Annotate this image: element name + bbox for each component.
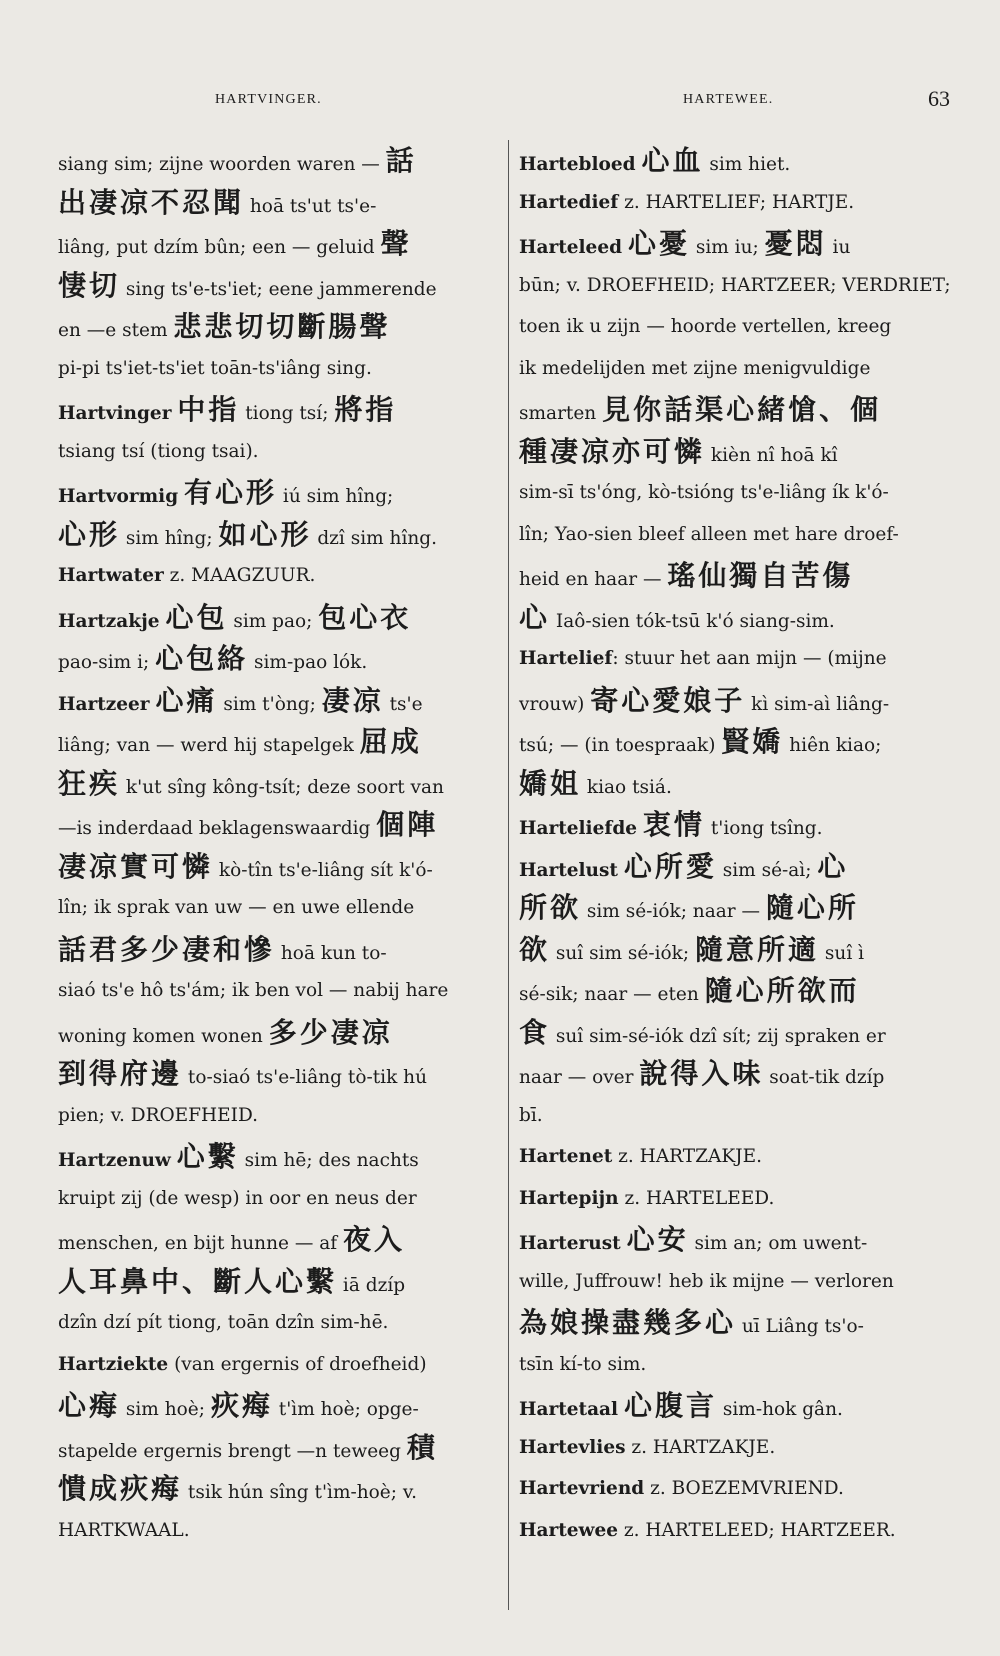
romanization-text: tsiang tsí (tiong tsai). xyxy=(58,440,259,462)
chinese-characters: 心安 xyxy=(626,1223,689,1256)
romanization-text: z. BOEZEMVRIEND. xyxy=(644,1478,844,1499)
chinese-characters: 憒成疢痗 xyxy=(58,1472,183,1505)
headword: Harteliefde xyxy=(519,818,638,839)
text-line xyxy=(58,970,504,1012)
text-line xyxy=(58,306,504,348)
romanization-text: iú sim hîng; xyxy=(277,486,394,507)
romanization-text: toen ik u zijn — hoorde vertellen, kreeg xyxy=(519,316,892,337)
text-line xyxy=(58,763,504,805)
chinese-characters: 嬌姐 xyxy=(519,766,582,800)
text-line xyxy=(58,1510,504,1552)
text-line xyxy=(519,431,955,473)
romanization-text: hiên kiao; xyxy=(783,735,882,756)
text-line xyxy=(58,887,504,929)
text-line xyxy=(519,182,955,224)
romanization-text: sim-hok gân. xyxy=(716,1399,843,1420)
romanization-text: tiong tsí; xyxy=(239,403,335,424)
chinese-characters: 心 xyxy=(519,600,551,634)
chinese-characters: 說得入味 xyxy=(639,1057,764,1090)
text-line xyxy=(58,1012,504,1054)
romanization-text: siaó ts'e hô ts'ám; ik ben vol — nabij hare xyxy=(58,980,449,1001)
text-line xyxy=(58,1468,504,1510)
romanization-text: sim-sī ts'óng, kò-tsióng ts'e-liâng ík k'ó- xyxy=(519,482,889,503)
chinese-characters: 所欲 xyxy=(519,891,582,924)
text-line xyxy=(519,1427,955,1469)
romanization-text: (van ergernis of droefheid) xyxy=(168,1353,427,1375)
headword: Hartenet xyxy=(519,1146,613,1167)
romanization-text: —is inderdaad beklagenswaardig xyxy=(58,818,377,839)
text-line xyxy=(519,1053,955,1095)
romanization-text: tsīn kí-to sim. xyxy=(519,1353,647,1375)
right-column xyxy=(519,140,955,1551)
chinese-characters: 心形 xyxy=(58,517,121,551)
running-head-left: HARTVINGER. xyxy=(215,92,322,107)
chinese-characters: 賢嬌 xyxy=(721,725,784,758)
chinese-characters: 屈成 xyxy=(359,725,422,758)
chinese-characters: 心所愛 xyxy=(623,849,717,883)
romanization-text: suî ì xyxy=(819,942,865,964)
romanization-text: menschen, en bijt hunne — af xyxy=(58,1233,343,1254)
text-line xyxy=(519,804,955,846)
romanization-text: suî sim-sé-iók dzî sít; zij spraken er xyxy=(550,1025,886,1047)
headword: Hartelust xyxy=(519,859,618,881)
headword: Hartziekte xyxy=(58,1353,169,1375)
romanization-text: Iaô-sien tók-tsū k'ó siang-sim. xyxy=(550,610,835,632)
romanization-text: en —e stem xyxy=(58,320,174,341)
chinese-characters: 隨心所 xyxy=(765,891,859,924)
romanization-text: pao-sim i; xyxy=(58,652,156,673)
romanization-text: vrouw) xyxy=(519,693,591,715)
chinese-characters: 心憂 xyxy=(627,227,690,260)
chinese-characters: 心痛 xyxy=(155,683,218,717)
text-line xyxy=(519,389,955,431)
text-line xyxy=(519,887,955,929)
romanization-text: hoā ts'ut ts'e- xyxy=(244,195,377,217)
chinese-characters: 聲 xyxy=(380,227,412,260)
chinese-characters: 凄凉實可憐 xyxy=(58,849,214,883)
romanization-text: : stuur het aan mijn — (mijne xyxy=(612,648,887,669)
text-line xyxy=(58,1095,504,1137)
romanization-text: iu xyxy=(826,237,851,258)
text-line xyxy=(58,680,504,722)
text-line xyxy=(519,265,955,307)
romanization-text: z. HARTELEED. xyxy=(618,1187,775,1209)
text-line xyxy=(58,804,504,846)
chinese-characters: 個陣 xyxy=(376,808,439,841)
text-line xyxy=(519,1385,955,1427)
text-line xyxy=(58,472,504,514)
romanization-text: pi-pi ts'iet-ts'iet toān-ts'iâng sing. xyxy=(58,357,372,379)
text-line xyxy=(519,680,955,722)
romanization-text: heid en haar — xyxy=(519,569,668,590)
romanization-text: dzî sim hîng. xyxy=(311,527,438,549)
text-line xyxy=(58,638,504,680)
chinese-characters: 心血 xyxy=(641,144,704,177)
romanization-text: t'iong tsîng. xyxy=(704,818,823,839)
text-line xyxy=(519,1219,955,1261)
romanization-text: t'ìm hoè; opge- xyxy=(272,1399,419,1420)
headword: Hartedief xyxy=(519,191,619,213)
romanization-text: sim iu; xyxy=(689,237,765,258)
romanization-text: iā dzíp xyxy=(337,1274,406,1296)
romanization-text: tsik hún sîng t'ìm-hoè; v. xyxy=(182,1482,417,1503)
text-line xyxy=(519,638,955,680)
chinese-characters: 話 xyxy=(385,144,417,177)
text-line xyxy=(519,1344,955,1386)
romanization-text: suî sim sé-iók; xyxy=(550,942,696,964)
chinese-characters: 為娘操盡幾多心 xyxy=(519,1306,737,1339)
text-line xyxy=(519,306,955,348)
romanization-text: z. HARTZAKJE. xyxy=(612,1146,762,1167)
romanization-text: wille, Juffrouw! heb ik mijne — verloren xyxy=(519,1270,894,1292)
text-line xyxy=(58,846,504,888)
chinese-characters: 隨意所適 xyxy=(695,932,820,966)
text-line xyxy=(519,1510,955,1552)
chinese-characters: 包心衣 xyxy=(318,600,412,634)
romanization-text: naar — over xyxy=(519,1067,640,1088)
headword: Hartzenuw xyxy=(58,1150,171,1171)
romanization-text: bī. xyxy=(519,1104,543,1126)
text-line xyxy=(519,1136,955,1178)
text-line xyxy=(519,348,955,390)
romanization-text: sing ts'e-ts'iet; eene jammerende xyxy=(120,278,437,300)
romanization-text: kiao tsiá. xyxy=(581,776,672,798)
romanization-text: soat-tik dzíp xyxy=(763,1067,885,1088)
text-line xyxy=(519,140,955,182)
romanization-text: smarten xyxy=(519,403,603,424)
text-line xyxy=(58,389,504,431)
romanization-text: sim hiet. xyxy=(703,154,791,175)
chinese-characters: 憂悶 xyxy=(764,227,827,260)
chinese-characters: 中指 xyxy=(177,393,240,426)
text-line xyxy=(58,1219,504,1261)
romanization-text: hoā kun to- xyxy=(275,942,387,964)
text-line xyxy=(58,1261,504,1303)
romanization-text: sim an; om uwent- xyxy=(688,1233,868,1254)
romanization-text: kruipt zij (de wesp) in oor en neus der xyxy=(58,1187,417,1209)
chinese-characters: 積 xyxy=(406,1430,438,1464)
headword: Hartzeer xyxy=(58,693,150,715)
headword: Harterust xyxy=(519,1233,621,1254)
chinese-characters: 狂疾 xyxy=(58,766,121,800)
romanization-text: kò-tîn ts'e-liâng sít k'ó- xyxy=(213,859,433,881)
chinese-characters: 隨心所欲而 xyxy=(704,974,860,1007)
text-line xyxy=(519,223,955,265)
text-line xyxy=(58,140,504,182)
text-line xyxy=(58,182,504,224)
text-line xyxy=(519,970,955,1012)
chinese-characters: 欲 xyxy=(519,932,551,966)
chinese-characters: 食 xyxy=(519,1015,551,1049)
romanization-text: uī Liâng ts'o- xyxy=(736,1316,864,1337)
text-line xyxy=(519,1012,955,1054)
text-line xyxy=(519,555,955,597)
text-line xyxy=(519,1095,955,1137)
headword: Harteleed xyxy=(519,237,623,258)
chinese-characters: 心包絡 xyxy=(155,642,249,675)
romanization-text: siang sim; zijne woorden waren — xyxy=(58,154,386,175)
text-line xyxy=(58,1053,504,1095)
chinese-characters: 見你話渠心緒愴、個 xyxy=(602,393,882,426)
headword: Hartevriend xyxy=(519,1478,645,1499)
romanization-text: dzîn dzí pít tiong, toān dzîn sim-hē. xyxy=(58,1312,389,1333)
chinese-characters: 瑤仙獨自苦傷 xyxy=(667,559,854,592)
romanization-text: kièn nî hoā kî xyxy=(705,444,838,466)
romanization-text: sé-sik; naar — eten xyxy=(519,984,705,1005)
romanization-text: tsú; — (in toespraak) xyxy=(519,735,722,756)
running-head-right: HARTEWEE. xyxy=(683,92,774,107)
chinese-characters: 衷情 xyxy=(642,808,705,841)
text-line xyxy=(58,1136,504,1178)
page-number: 63 xyxy=(928,86,950,111)
text-line xyxy=(58,1385,504,1427)
headword: Hartebloed xyxy=(519,154,636,175)
text-line xyxy=(519,1178,955,1220)
romanization-text: to-siaó ts'e-liâng tò-tik hú xyxy=(182,1067,427,1088)
romanization-text: sim hoè; xyxy=(120,1399,211,1420)
chinese-characters: 凄凉 xyxy=(321,683,384,717)
headword: Hartvormig xyxy=(58,486,179,507)
romanization-text: sim pao; xyxy=(227,610,319,632)
romanization-text: HARTKWAAL. xyxy=(58,1519,190,1541)
text-line xyxy=(58,514,504,556)
chinese-characters: 人耳鼻中、斷人心繫 xyxy=(58,1264,338,1298)
chinese-characters: 悲悲切切斷腸聲 xyxy=(173,310,391,343)
chinese-characters: 多少凄凉 xyxy=(268,1015,393,1049)
romanization-text: lîn; Yao-sien bleef alleen met hare droef- xyxy=(519,523,899,545)
text-line xyxy=(58,1344,504,1386)
chinese-characters: 心包 xyxy=(165,600,228,634)
romanization-text: z. HARTELEED; HARTZEER. xyxy=(618,1519,896,1541)
chinese-characters: 有心形 xyxy=(184,476,278,509)
romanization-text: z. HARTZAKJE. xyxy=(625,1436,776,1458)
romanization-text: sim-pao lók. xyxy=(248,652,368,673)
text-line xyxy=(519,721,955,763)
text-line xyxy=(519,514,955,556)
romanization-text: z. HARTELIEF; HARTJE. xyxy=(618,191,855,213)
headword: Hartetaal xyxy=(519,1399,619,1420)
text-line xyxy=(58,1427,504,1469)
text-line xyxy=(58,431,504,473)
romanization-text: ik medelijden met zijne menigvuldige xyxy=(519,357,871,379)
text-line xyxy=(519,929,955,971)
chinese-characters: 心痗 xyxy=(58,1389,121,1422)
romanization-text: sim sé-iók; naar — xyxy=(581,901,766,922)
text-line xyxy=(519,1302,955,1344)
headword: Hartepijn xyxy=(519,1187,619,1209)
romanization-text: sim sé-aì; xyxy=(716,859,818,881)
chinese-characters: 夜入 xyxy=(342,1223,405,1256)
chinese-characters: 心腹言 xyxy=(623,1389,717,1422)
chinese-characters: 悽切 xyxy=(58,268,121,302)
text-line xyxy=(519,1261,955,1303)
romanization-text: liâng; van — werd hij stapelgek xyxy=(58,735,360,756)
romanization-text: sim hē; des nachts xyxy=(238,1150,419,1171)
text-line xyxy=(519,597,955,639)
headword: Hartewee xyxy=(519,1519,618,1541)
text-line xyxy=(519,763,955,805)
headword: Hartwater xyxy=(58,565,164,586)
text-line xyxy=(519,846,955,888)
headword: Hartzakje xyxy=(58,610,160,632)
romanization-text: ts'e xyxy=(383,693,423,715)
text-line xyxy=(58,1302,504,1344)
chinese-characters: 將指 xyxy=(334,393,397,426)
text-line xyxy=(58,555,504,597)
text-line xyxy=(58,929,504,971)
chinese-characters: 出凄凉不忍聞 xyxy=(58,185,245,219)
chinese-characters: 心 xyxy=(817,849,849,883)
chinese-characters: 寄心愛娘子 xyxy=(590,683,746,717)
romanization-text: pien; v. DROEFHEID. xyxy=(58,1104,259,1126)
left-column xyxy=(58,140,504,1551)
text-line xyxy=(519,472,955,514)
text-line xyxy=(58,597,504,639)
romanization-text: woning komen wonen xyxy=(58,1025,269,1047)
romanization-text: k'ut sîng kông-tsít; deze soort van xyxy=(120,776,444,798)
chinese-characters: 話君多少凄和慘 xyxy=(58,932,276,966)
text-line xyxy=(58,1178,504,1220)
headword: Hartvinger xyxy=(58,403,172,424)
romanization-text: kì sim-aì liâng- xyxy=(745,693,890,715)
headword: Hartevlies xyxy=(519,1436,626,1458)
chinese-characters: 疢痗 xyxy=(210,1389,273,1422)
chinese-characters: 心繫 xyxy=(176,1140,239,1173)
romanization-text: stapelde ergernis brengt —n teweeg xyxy=(58,1440,407,1462)
text-line xyxy=(58,721,504,763)
romanization-text: liâng, put dzím bûn; een — geluid xyxy=(58,237,381,258)
chinese-characters: 如心形 xyxy=(218,517,312,551)
headword: Hartelief xyxy=(519,648,613,669)
text-line xyxy=(58,348,504,390)
text-line xyxy=(519,1468,955,1510)
text-line xyxy=(58,265,504,307)
chinese-characters: 種凄凉亦可憐 xyxy=(519,434,706,468)
text-line xyxy=(58,223,504,265)
romanization-text: lîn; ik sprak van uw — en uwe ellende xyxy=(58,897,415,918)
romanization-text: z. MAAGZUUR. xyxy=(163,565,316,586)
romanization-text: sim hîng; xyxy=(120,527,219,549)
column-divider xyxy=(508,140,509,1610)
romanization-text: būn; v. DROEFHEID; HARTZEER; VERDRIET; xyxy=(519,274,951,296)
romanization-text: sim t'òng; xyxy=(217,693,322,715)
chinese-characters: 到得府邊 xyxy=(58,1057,183,1090)
